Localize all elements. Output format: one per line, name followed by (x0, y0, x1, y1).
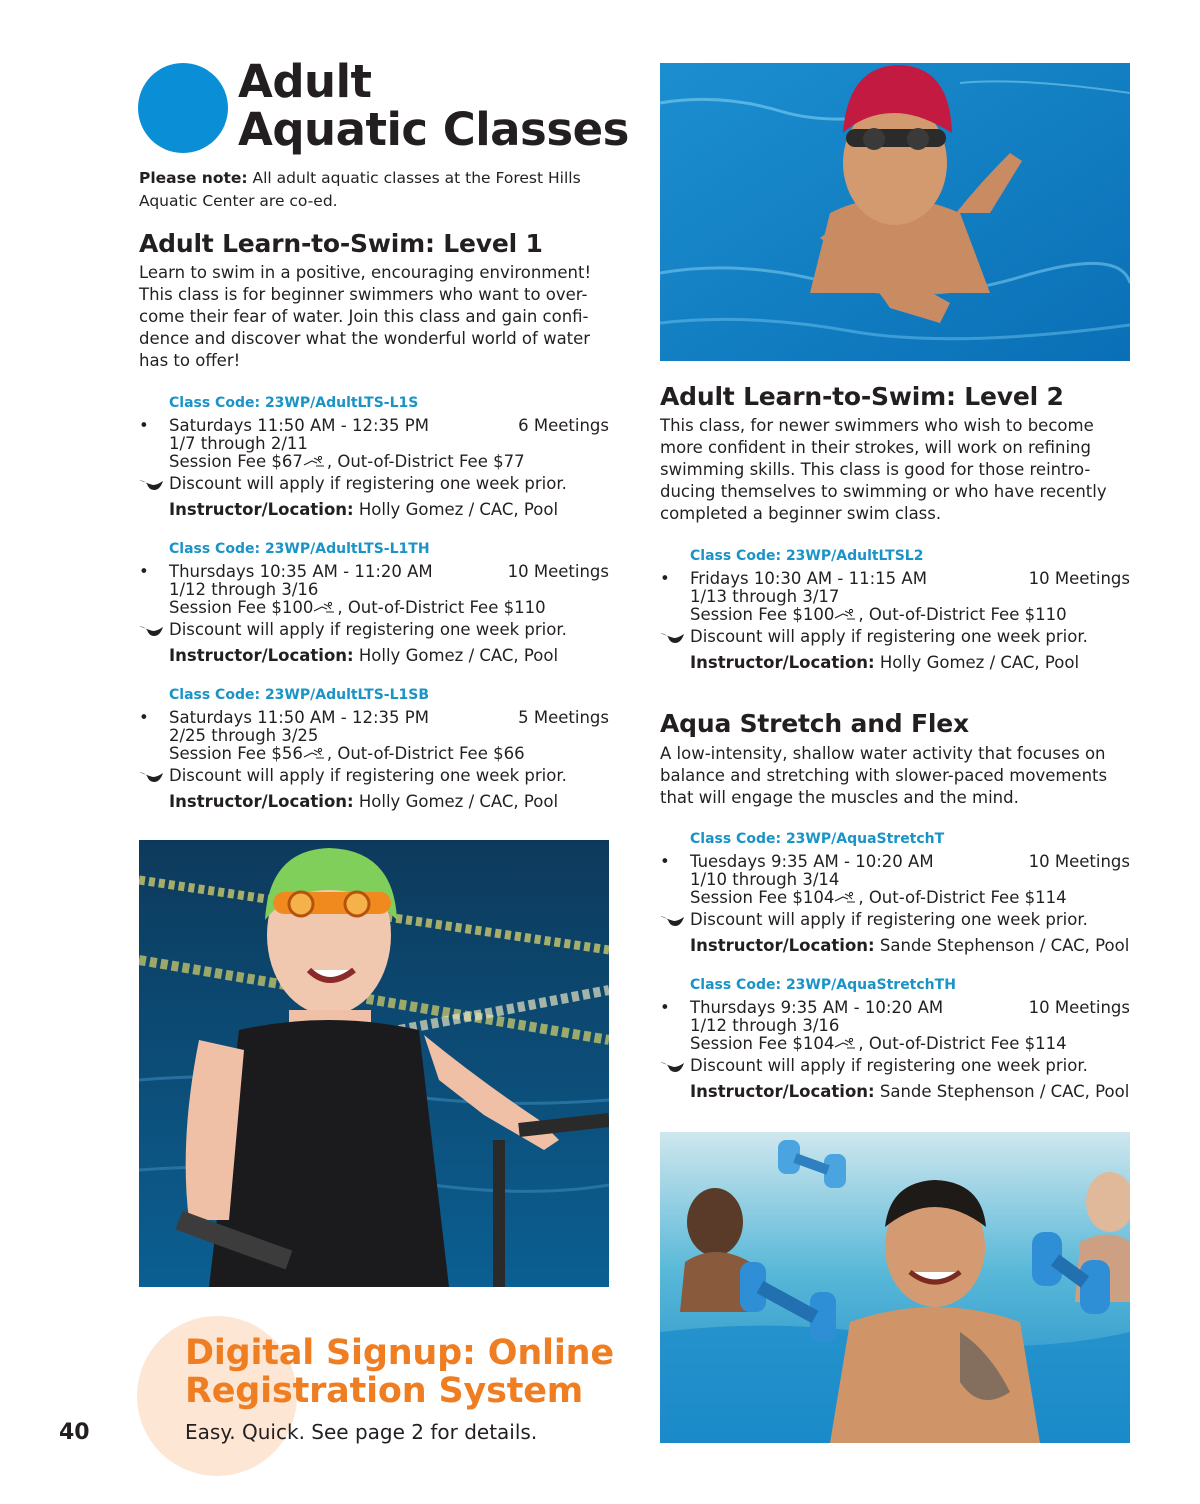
photo-male-swimmer (660, 63, 1130, 361)
page-number: 40 (59, 1420, 90, 1445)
discount-whistle-icon (139, 625, 163, 637)
class-item (139, 394, 611, 522)
out-of-district-fee: , Out-of-District Fee $110 (337, 598, 546, 617)
dates: 1/13 through 3/17 (690, 587, 840, 606)
discount-text: Discount will apply if registering one week prior. (690, 910, 1088, 929)
instructor-value: Holly Gomez / CAC, Pool (353, 792, 559, 811)
bullet-icon: • (660, 998, 670, 1017)
meetings-count: 10 Meetings (1028, 852, 1130, 871)
fee-row (660, 889, 1132, 907)
discount-row (660, 625, 1132, 649)
promo-title (185, 1334, 614, 1410)
instructor-value: Sande Stephenson / CAC, Pool (874, 1082, 1130, 1101)
discount-row (139, 764, 611, 788)
meetings-count: 10 Meetings (507, 562, 609, 581)
note-text: All adult aquatic classes at the Forest Hills Aquatic Center are co-ed. (139, 169, 581, 210)
out-of-district-fee: , Out-of-District Fee $114 (858, 888, 1067, 907)
discount-row (139, 472, 611, 496)
session-fee: Session Fee $104 (690, 888, 835, 907)
promo-title-line2: Registration System (185, 1371, 584, 1411)
class-code: Class Code: 23WP/AquaStretchTH (690, 977, 956, 993)
class-code: Class Code: 23WP/AquaStretchT (690, 831, 945, 847)
schedule-row (660, 853, 1132, 871)
meetings-count: 5 Meetings (518, 708, 609, 727)
photo-woman-pool-ladder (139, 840, 609, 1287)
dates: 1/12 through 3/16 (169, 580, 319, 599)
class-code: Class Code: 23WP/AdultLTSL2 (690, 548, 924, 564)
meetings-count: 10 Meetings (1028, 998, 1130, 1017)
page-title-line1: Adult (238, 55, 372, 108)
instructor-value: Sande Stephenson / CAC, Pool (874, 936, 1130, 955)
swimmer-glyph-icon (834, 1036, 858, 1050)
page-title (238, 55, 629, 156)
swimmer-glyph-icon (303, 454, 327, 468)
bullet-icon: • (660, 569, 670, 588)
brand-circle-icon (138, 63, 228, 153)
co-ed-note (139, 167, 599, 212)
instructor-value: Holly Gomez / CAC, Pool (353, 646, 559, 665)
session-fee: Session Fee $100 (169, 598, 314, 617)
schedule-row (660, 570, 1132, 588)
out-of-district-fee: , Out-of-District Fee $114 (858, 1034, 1067, 1053)
fee-row (660, 606, 1132, 624)
section-desc-aqua: A low-intensity, shallow water activity that focuses on balance and stretching with slower-paced movements that will engage the muscles and the mind. (660, 744, 1108, 807)
schedule-time: Thursdays 10:35 AM - 11:20 AM (169, 562, 433, 581)
out-of-district-fee: , Out-of-District Fee $66 (326, 744, 525, 763)
discount-whistle-icon (139, 479, 163, 491)
class-item (139, 540, 611, 668)
meetings-count: 10 Meetings (1028, 569, 1130, 588)
class-item (660, 830, 1132, 958)
discount-text: Discount will apply if registering one week prior. (169, 474, 567, 493)
class-code: Class Code: 23WP/AdultLTS-L1TH (169, 541, 430, 557)
dates: 1/7 through 2/11 (169, 434, 308, 453)
promo-subtitle: Easy. Quick. See page 2 for details. (185, 1420, 538, 1444)
note-label: Please note: (139, 169, 248, 187)
bullet-icon: • (139, 416, 149, 435)
section-title-lts1: Adult Learn-to-Swim: Level 1 (139, 229, 543, 258)
instructor-label: Instructor/Location: (169, 500, 354, 519)
section-title-aqua: Aqua Stretch and Flex (660, 709, 969, 738)
meetings-count: 6 Meetings (518, 416, 609, 435)
session-fee: Session Fee $104 (690, 1034, 835, 1053)
discount-text: Discount will apply if registering one week prior. (169, 620, 567, 639)
discount-text: Discount will apply if registering one week prior. (169, 766, 567, 785)
class-code: Class Code: 23WP/AdultLTS-L1SB (169, 687, 430, 703)
discount-row (660, 908, 1132, 932)
schedule-row (139, 417, 611, 435)
schedule-time: Saturdays 11:50 AM - 12:35 PM (169, 416, 429, 435)
instructor-row (660, 1080, 1132, 1104)
class-code: Class Code: 23WP/AdultLTS-L1S (169, 395, 419, 411)
section-title-lts2: Adult Learn-to-Swim: Level 2 (660, 382, 1064, 411)
photo-aqua-dumbbells-class (660, 1132, 1130, 1443)
section-desc-lts1: Learn to swim in a positive, encouraging environment! This class is for beginner swimmers who want to over-come their fear of water. Join this class and gain confi-dence and discover what the wonderful world of water has to offer! (139, 263, 592, 370)
swimmer-glyph-icon (313, 600, 337, 614)
instructor-row (660, 651, 1132, 675)
instructor-value: Holly Gomez / CAC, Pool (874, 653, 1080, 672)
class-item (139, 686, 611, 814)
instructor-row (139, 790, 611, 814)
session-fee: Session Fee $56 (169, 744, 303, 763)
dates: 1/10 through 3/14 (690, 870, 840, 889)
page-title-line2: Aquatic Classes (238, 103, 629, 156)
schedule-time: Fridays 10:30 AM - 11:15 AM (690, 569, 927, 588)
instructor-label: Instructor/Location: (690, 653, 875, 672)
discount-row (139, 618, 611, 642)
instructor-row (139, 498, 611, 522)
fee-row (139, 599, 611, 617)
fee-row (139, 453, 611, 471)
discount-row (660, 1054, 1132, 1078)
class-item (660, 547, 1132, 675)
swimmer-glyph-icon (834, 890, 858, 904)
discount-whistle-icon (660, 1061, 684, 1073)
schedule-time: Thursdays 9:35 AM - 10:20 AM (690, 998, 944, 1017)
discount-text: Discount will apply if registering one week prior. (690, 627, 1088, 646)
session-fee: Session Fee $100 (690, 605, 835, 624)
instructor-label: Instructor/Location: (690, 936, 875, 955)
bullet-icon: • (139, 562, 149, 581)
dates: 1/12 through 3/16 (690, 1016, 840, 1035)
schedule-row (139, 563, 611, 581)
schedule-row (139, 709, 611, 727)
instructor-label: Instructor/Location: (169, 792, 354, 811)
bullet-icon: • (139, 708, 149, 727)
discount-whistle-icon (139, 771, 163, 783)
fee-row (660, 1035, 1132, 1053)
out-of-district-fee: , Out-of-District Fee $77 (326, 452, 525, 471)
swimmer-glyph-icon (303, 746, 327, 760)
instructor-label: Instructor/Location: (690, 1082, 875, 1101)
swimmer-glyph-icon (834, 607, 858, 621)
schedule-time: Saturdays 11:50 AM - 12:35 PM (169, 708, 429, 727)
schedule-row (660, 999, 1132, 1017)
bullet-icon: • (660, 852, 670, 871)
discount-whistle-icon (660, 915, 684, 927)
instructor-value: Holly Gomez / CAC, Pool (353, 500, 559, 519)
out-of-district-fee: , Out-of-District Fee $110 (858, 605, 1067, 624)
session-fee: Session Fee $67 (169, 452, 303, 471)
fee-row (139, 745, 611, 763)
schedule-time: Tuesdays 9:35 AM - 10:20 AM (690, 852, 934, 871)
discount-whistle-icon (660, 632, 684, 644)
discount-text: Discount will apply if registering one week prior. (690, 1056, 1088, 1075)
class-item (660, 976, 1132, 1104)
dates: 2/25 through 3/25 (169, 726, 319, 745)
section-desc-lts2: This class, for newer swimmers who wish to become more confident in their strokes, will work on refining swimming skills. This class is good for those reintro-ducing themselves to swimming or who have recently completed a beginner swim class. (660, 416, 1107, 523)
instructor-label: Instructor/Location: (169, 646, 354, 665)
promo-title-line1: Digital Signup: Online (185, 1333, 614, 1373)
instructor-row (139, 644, 611, 668)
instructor-row (660, 934, 1132, 958)
